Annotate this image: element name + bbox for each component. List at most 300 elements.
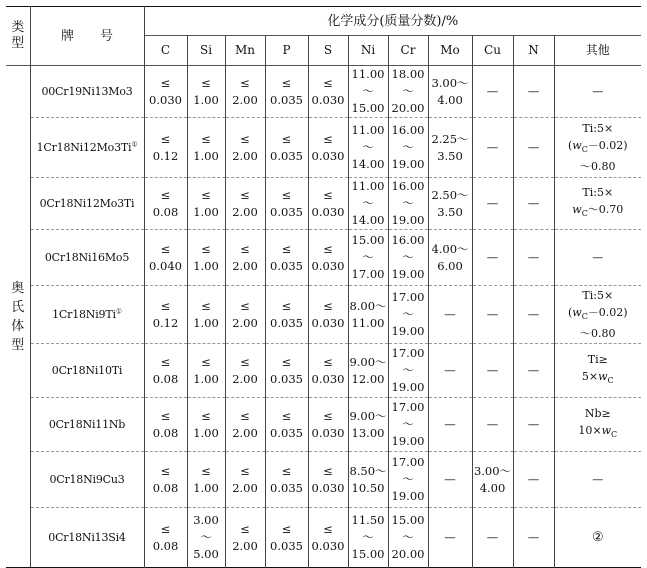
value-cell-Mo (428, 230, 472, 286)
value-cell-C (144, 286, 187, 344)
value-cell-Si (187, 508, 225, 568)
category-char: 奥 (11, 280, 25, 296)
value-line: 0.08 (152, 538, 179, 553)
value-line: ≤ (240, 521, 250, 536)
footnote-mark: ① (115, 307, 122, 316)
value-cell-S (308, 344, 348, 398)
value-line: ≤ (323, 75, 333, 90)
value-line: 17.00 (351, 267, 385, 281)
other-line: Nb≥ (584, 407, 611, 421)
value-line: ≤ (323, 241, 333, 256)
value-cell-Mo (428, 344, 472, 398)
value-line: 15.00～ (391, 513, 425, 544)
value-line: 15.00 (351, 547, 385, 561)
category-cell (6, 66, 30, 568)
value-cell-Cu (472, 508, 513, 568)
dash-mark: — (444, 417, 456, 431)
value-cell-C (144, 344, 187, 398)
value-line: ≤ (281, 298, 292, 313)
other-line: ～0.80 (580, 160, 616, 174)
element-header-8: Cu (472, 36, 513, 66)
value-line: 6.00 (437, 258, 463, 273)
element-header-6: Cr (388, 36, 428, 66)
value-line: 20.00 (391, 101, 425, 115)
dash-mark: — (527, 417, 540, 431)
value-cell-P (265, 118, 308, 178)
brand-cell (30, 508, 144, 568)
value-cell-N (513, 452, 554, 508)
dash-mark: — (486, 307, 499, 321)
other-line: $w_C\sim 0.70$ (572, 203, 624, 219)
brand-cell (30, 286, 144, 344)
value-line: 19.00 (391, 157, 425, 171)
value-line: 20.00 (391, 547, 425, 561)
value-cell-Mn (225, 452, 265, 508)
value-cell-Mn (225, 178, 265, 230)
brand-cell (30, 452, 144, 508)
value-line: ≤ (323, 187, 333, 202)
value-cell-N (513, 230, 554, 286)
value-line: 1.00 (193, 258, 219, 273)
category-char: 氏 (11, 299, 25, 315)
value-cell-C (144, 66, 187, 118)
value-line: ≤ (240, 408, 250, 423)
other-line: $(w_C-0.02)$ (567, 305, 628, 322)
brand-cell (30, 344, 144, 398)
value-cell-N (513, 344, 554, 398)
value-cell-Cr (388, 178, 428, 230)
value-line: 19.00 (391, 434, 425, 448)
element-header-9: N (513, 36, 554, 66)
value-line: 0.030 (311, 204, 345, 219)
type-header-char-2: 型 (11, 36, 25, 51)
value-line: 10.50 (351, 480, 385, 495)
brand-cell (30, 66, 144, 118)
type-header (6, 7, 30, 66)
value-line: 3.00～ (431, 75, 469, 90)
value-line: 2.25～ (431, 131, 469, 146)
value-line: 0.08 (152, 204, 179, 219)
value-line: ≤ (281, 521, 292, 536)
dash-mark: — (444, 363, 456, 377)
value-cell-Si (187, 452, 225, 508)
brand-name: 1Cr18Ni12Mo3Ti (36, 141, 132, 154)
value-line: 14.00 (351, 213, 385, 227)
element-header-0: C (144, 36, 187, 66)
value-cell-P (265, 286, 308, 344)
value-line: ≤ (160, 408, 171, 423)
value-cell-Ni (348, 398, 388, 452)
value-line: 0.035 (270, 258, 303, 273)
dash-mark: — (444, 472, 456, 486)
value-line: 0.030 (149, 92, 182, 107)
value-cell-Ni (348, 508, 388, 568)
value-cell-S (308, 118, 348, 178)
value-line: 0.035 (270, 480, 303, 495)
value-cell-Si (187, 344, 225, 398)
value-line: ≤ (323, 521, 333, 536)
value-cell-P (265, 66, 308, 118)
value-cell-Mn (225, 66, 265, 118)
value-line: 0.035 (270, 425, 303, 440)
value-line: 4.00～ (431, 241, 469, 256)
value-cell-Cr (388, 286, 428, 344)
value-line: ≤ (201, 298, 211, 313)
value-line: 19.00 (391, 324, 425, 338)
table-row (6, 230, 641, 286)
value-line: 0.12 (152, 315, 179, 330)
footnote-mark: ① (131, 140, 138, 149)
other-line: Ti:5× (582, 288, 614, 302)
value-line: 17.00～ (391, 455, 425, 486)
value-cell-Cu (472, 178, 513, 230)
value-cell-Mn (225, 398, 265, 452)
dash-mark: — (486, 250, 499, 264)
value-line: ≤ (240, 131, 250, 146)
value-line: 0.030 (311, 371, 345, 386)
value-line: ≤ (160, 187, 171, 202)
dash-mark: — (527, 140, 540, 154)
value-cell-Ni (348, 230, 388, 286)
value-line: ≤ (240, 187, 250, 202)
value-line: 0.030 (311, 92, 345, 107)
value-cell-Cr (388, 452, 428, 508)
value-line: 2.00 (232, 371, 258, 386)
value-cell-P (265, 398, 308, 452)
value-line: 11.00～ (351, 67, 385, 98)
value-line: 16.00～ (391, 233, 425, 264)
value-cell-Cu (472, 286, 513, 344)
value-line: 0.030 (311, 425, 345, 440)
value-cell-Mn (225, 344, 265, 398)
value-line: 3.50 (437, 148, 463, 163)
dash-mark: — (486, 530, 499, 544)
value-cell-Mo (428, 178, 472, 230)
value-line: ≤ (201, 131, 211, 146)
value-cell-Ni (348, 178, 388, 230)
value-cell-other (554, 398, 641, 452)
value-line: 0.035 (270, 538, 303, 553)
value-line: 0.035 (270, 315, 303, 330)
category-char: 型 (11, 337, 25, 353)
value-cell-S (308, 178, 348, 230)
dash-mark: — (527, 84, 540, 98)
other-line: Ti:5× (582, 186, 614, 200)
element-header-4: S (308, 36, 348, 66)
dash-mark: — (486, 417, 499, 431)
value-line: 11.50～ (351, 513, 385, 544)
value-line: 19.00 (391, 213, 425, 227)
value-line: ≤ (160, 521, 171, 536)
value-cell-C (144, 452, 187, 508)
dash-mark: — (592, 473, 604, 486)
value-line: 1.00 (193, 204, 219, 219)
value-cell-other (554, 508, 641, 568)
value-cell-P (265, 452, 308, 508)
value-cell-N (513, 66, 554, 118)
dash-mark: — (527, 307, 540, 321)
value-line: 12.00 (351, 371, 385, 386)
value-cell-Mn (225, 230, 265, 286)
value-line: 0.08 (152, 425, 179, 440)
value-line: 0.035 (270, 371, 303, 386)
table-row (6, 344, 641, 398)
brand-name: 1Cr18Ni9Ti (52, 308, 116, 321)
element-header-1: Si (187, 36, 225, 66)
dash-mark: — (527, 363, 540, 377)
value-line: 16.00～ (391, 123, 425, 154)
value-line: 0.035 (270, 92, 303, 107)
value-cell-Cu (472, 118, 513, 178)
dash-mark: — (486, 196, 499, 210)
value-cell-Cu (472, 230, 513, 286)
other-line: Ti≥ (587, 353, 608, 367)
value-line: ≤ (281, 463, 292, 478)
value-line: ≤ (323, 131, 333, 146)
value-cell-Si (187, 118, 225, 178)
value-cell-S (308, 452, 348, 508)
value-cell-Si (187, 178, 225, 230)
value-cell-C (144, 118, 187, 178)
composition-table-wrapper (6, 6, 641, 568)
value-cell-Cr (388, 118, 428, 178)
table-row (6, 452, 641, 508)
value-line: ≤ (240, 354, 250, 369)
value-line: 3.00～ (193, 513, 219, 544)
brand-cell (30, 398, 144, 452)
other-line: ～0.80 (580, 327, 616, 341)
table-row (6, 118, 641, 178)
value-line: ≤ (281, 241, 292, 256)
value-line: 8.00～ (349, 298, 387, 313)
value-line: 9.00～ (349, 354, 387, 369)
dash-mark: — (444, 530, 456, 544)
brand-name: 00Cr19Ni13Mo3 (41, 85, 133, 98)
value-line: 18.00～ (391, 67, 425, 98)
value-line: 9.00～ (349, 408, 387, 423)
value-cell-Cr (388, 230, 428, 286)
value-cell-N (513, 398, 554, 452)
value-line: 5.00 (193, 547, 219, 561)
element-header-10: 其他 (554, 36, 641, 66)
value-cell-Cu (472, 398, 513, 452)
dash-mark: — (486, 140, 499, 154)
value-cell-Si (187, 286, 225, 344)
composition-table (6, 6, 641, 568)
value-line: ≤ (201, 241, 211, 256)
value-cell-P (265, 178, 308, 230)
element-header-2: Mn (225, 36, 265, 66)
value-cell-P (265, 508, 308, 568)
value-line: ≤ (160, 241, 171, 256)
value-cell-P (265, 344, 308, 398)
value-line: 19.00 (391, 489, 425, 503)
value-line: 0.030 (311, 258, 345, 273)
value-line: 11.00～ (351, 123, 385, 154)
value-line: 2.00 (232, 480, 258, 495)
value-line: 2.00 (232, 148, 258, 163)
value-line: ≤ (281, 408, 292, 423)
value-cell-Si (187, 66, 225, 118)
value-cell-Ni (348, 66, 388, 118)
value-line: ≤ (323, 354, 333, 369)
brand-name: 0Cr18Ni9Cu3 (49, 473, 125, 486)
value-line: 0.12 (152, 148, 179, 163)
table-row (6, 508, 641, 568)
value-line: ≤ (240, 298, 250, 313)
brand-name: 0Cr18Ni13Si4 (48, 531, 126, 544)
dash-mark: — (592, 85, 604, 98)
value-line: 17.00～ (391, 400, 425, 431)
brand-name: 0Cr18Ni11Nb (48, 418, 126, 431)
value-cell-S (308, 230, 348, 286)
value-line: 0.030 (311, 480, 345, 495)
value-line: 1.00 (193, 315, 219, 330)
brand-cell (30, 118, 144, 178)
value-cell-Si (187, 230, 225, 286)
value-line: 2.00 (232, 315, 258, 330)
value-line: 15.00 (351, 101, 385, 115)
value-line: ≤ (201, 75, 211, 90)
value-line: 1.00 (193, 92, 219, 107)
dash-mark: — (486, 363, 499, 377)
value-cell-Mo (428, 398, 472, 452)
value-cell-other (554, 230, 641, 286)
value-line: ≤ (281, 75, 292, 90)
brand-name: 0Cr18Ni12Mo3Ti (39, 197, 135, 210)
value-line: ≤ (201, 463, 211, 478)
value-cell-C (144, 178, 187, 230)
value-line: ≤ (160, 354, 171, 369)
value-line: 4.00 (479, 480, 506, 495)
value-line: ≤ (240, 463, 250, 478)
other-line: $5\times w_C$ (581, 370, 614, 386)
value-cell-other (554, 178, 641, 230)
value-line: ≤ (160, 75, 171, 90)
value-line: 14.00 (351, 157, 385, 171)
dash-mark: — (527, 530, 540, 544)
value-line: 2.00 (232, 204, 258, 219)
dash-mark: — (486, 84, 499, 98)
value-cell-Mo (428, 508, 472, 568)
value-cell-Cu (472, 344, 513, 398)
other-line: $(w_C-0.02)$ (567, 138, 628, 155)
value-cell-Cr (388, 344, 428, 398)
value-cell-other (554, 286, 641, 344)
dash-mark: — (444, 307, 456, 321)
value-cell-Mo (428, 452, 472, 508)
element-header-5: Ni (348, 36, 388, 66)
value-cell-Ni (348, 286, 388, 344)
value-cell-Ni (348, 118, 388, 178)
value-line: ≤ (323, 298, 333, 313)
value-line: ≤ (281, 131, 292, 146)
value-line: 17.00～ (391, 290, 425, 321)
value-cell-N (513, 178, 554, 230)
value-cell-other (554, 66, 641, 118)
brand-name: 0Cr18Ni10Ti (51, 364, 123, 377)
value-cell-C (144, 230, 187, 286)
value-line: 2.00 (232, 258, 258, 273)
type-header-char-1: 类 (11, 20, 25, 35)
value-cell-Cr (388, 66, 428, 118)
value-cell-S (308, 286, 348, 344)
value-line: 2.00 (232, 538, 258, 553)
value-cell-C (144, 508, 187, 568)
value-cell-N (513, 118, 554, 178)
dash-mark: — (527, 472, 540, 486)
brand-cell (30, 178, 144, 230)
value-cell-Cr (388, 508, 428, 568)
other-line: Ti:5× (582, 121, 614, 135)
value-cell-Si (187, 398, 225, 452)
value-cell-Mn (225, 286, 265, 344)
value-line: 8.50～ (349, 463, 387, 478)
value-cell-Mo (428, 286, 472, 344)
value-line: 3.00～ (473, 463, 512, 478)
value-cell-S (308, 398, 348, 452)
element-header-7: Mo (428, 36, 472, 66)
value-line: 0.040 (149, 258, 182, 273)
dash-mark: — (527, 250, 540, 264)
table-row (6, 398, 641, 452)
value-line: ≤ (201, 354, 211, 369)
category-char: 体 (11, 318, 25, 334)
value-line: 1.00 (193, 371, 219, 386)
value-cell-S (308, 66, 348, 118)
value-cell-other (554, 452, 641, 508)
table-row (6, 178, 641, 230)
value-line: ≤ (323, 408, 333, 423)
value-cell-Cu (472, 66, 513, 118)
value-cell-N (513, 508, 554, 568)
value-line: 17.00～ (391, 346, 425, 377)
value-cell-Cu (472, 452, 513, 508)
value-line: 11.00～ (351, 179, 385, 210)
value-cell-Mo (428, 118, 472, 178)
brand-header: 牌 号 (30, 7, 144, 66)
value-cell-Mn (225, 118, 265, 178)
value-line: 2.00 (232, 92, 258, 107)
value-line: 2.00 (232, 425, 258, 440)
value-line: 11.00 (351, 315, 385, 330)
value-cell-Ni (348, 344, 388, 398)
value-line: ≤ (201, 408, 211, 423)
value-line: 0.030 (311, 315, 345, 330)
value-line: ≤ (281, 354, 292, 369)
value-cell-N (513, 286, 554, 344)
value-line: 0.030 (311, 148, 345, 163)
value-line: ≤ (281, 187, 292, 202)
value-line: 13.00 (351, 425, 385, 440)
value-line: 15.00～ (351, 233, 385, 264)
value-line: ≤ (323, 463, 333, 478)
value-line: 1.00 (193, 148, 219, 163)
value-line: 0.035 (270, 204, 303, 219)
value-cell-P (265, 230, 308, 286)
table-row (6, 66, 641, 118)
value-cell-C (144, 398, 187, 452)
table-row (6, 286, 641, 344)
value-cell-Cr (388, 398, 428, 452)
value-line: ≤ (160, 131, 171, 146)
value-line: 0.030 (311, 538, 345, 553)
value-line: 0.08 (152, 480, 179, 495)
value-line: 1.00 (193, 480, 219, 495)
other-line: ② (591, 530, 604, 545)
value-line: ≤ (201, 187, 211, 202)
dash-mark: — (592, 251, 604, 264)
